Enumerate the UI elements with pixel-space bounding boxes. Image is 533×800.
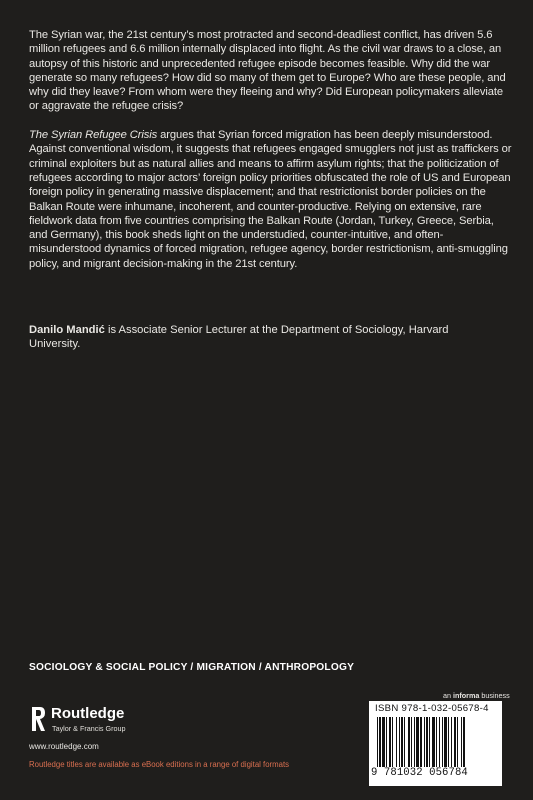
routledge-r-icon (29, 704, 47, 734)
ebook-note: Routledge titles are available as eBook editions in a range of digital formats (29, 760, 290, 769)
author-bio-text: is Associate Senior Lecturer at the Department of Sociology, Harvard University. (29, 324, 449, 351)
author-bio (29, 323, 499, 352)
barcode-bar (392, 717, 393, 767)
back-cover-blurb (29, 28, 515, 285)
barcode-bar (432, 717, 435, 767)
barcode-bar (461, 717, 462, 767)
barcode-bar (454, 717, 456, 767)
barcode-bar (389, 717, 391, 767)
barcode-bar (451, 717, 452, 767)
blurb-paragraph-1: The Syrian war, the 21st century’s most protracted and second-deadliest conflict, has driven 5.6 million refugees and 6.6 million internally displaced into flight. As the civil war draws to a close, an autopsy of this historic and unprecedented refugee episode becomes feasible. Why did the war generate so many refugees? How did so many of them get to Europe? Who are these people, and why did they leave? From whom were they fleeing and why? Did European policymakers alleviate or aggravate the refugee crisis? (29, 29, 506, 113)
isbn-barcode (369, 701, 502, 786)
barcode-bar (463, 717, 465, 767)
blurb-paragraph-2 (29, 128, 515, 271)
barcode-bar (411, 717, 412, 767)
barcode-bar (377, 717, 378, 767)
publisher-website[interactable]: www.routledge.com (29, 742, 99, 751)
publisher-subtitle: Taylor & Francis Group (52, 724, 126, 733)
barcode-bar (439, 717, 440, 767)
barcode-bar (414, 717, 415, 767)
publisher-logo (29, 704, 169, 740)
barcode-bar (382, 717, 385, 767)
barcode-bar (444, 717, 447, 767)
barcode-bar (448, 717, 449, 767)
author-name: Danilo Mandić (29, 324, 105, 336)
barcode-bar (442, 717, 443, 767)
barcode-bar (386, 717, 387, 767)
barcode-bar (420, 717, 422, 767)
barcode-bar (457, 717, 458, 767)
barcode-digits: 9 781032 056784 (371, 767, 468, 779)
barcode-bar (399, 717, 400, 767)
barcode-bar (416, 717, 419, 767)
barcode-bar (408, 717, 410, 767)
barcode-bar (404, 717, 405, 767)
blurb-paragraph-2-text: argues that Syrian forced migration has been deeply misunderstood. Against conventional wisdom, it suggests that refugees engaged smugglers not just as traffickers or criminal exploiters but as natural allies and means to affirm asylum rights; that the politicization of refugees according to major actors’ foreign policy priorities obfuscated the role of US and European foreign policy in generating massive displacement; and that restrictionist border policies on the Balkan Route were inhumane, incoherent, and counter-productive. Relying on extensive, rare fieldwork data from five countries comprising the Balkan Route (Jordan, Turkey, Greece, Serbia, and Germany), this book sheds light on the understudied, counter-intuitive, and often-misunderstood dynamics of forced migration, refugee agency, border restrictionism, anti-smuggling policy, and migrant decision-making in the 21st century. (29, 129, 512, 270)
barcode-bar (396, 717, 397, 767)
subject-categories: SOCIOLOGY & SOCIAL POLICY / MIGRATION / ANTHROPOLOGY (29, 662, 355, 673)
barcode-bar (424, 717, 425, 767)
barcode-bar (426, 717, 428, 767)
book-title-italic: The Syrian Refugee Crisis (29, 129, 158, 142)
publisher-name: Routledge (51, 705, 125, 722)
informa-tagline: an informa business (443, 691, 510, 700)
barcode-bar (436, 717, 437, 767)
barcode-icon (377, 717, 495, 767)
isbn-label: ISBN 978-1-032-05678-4 (375, 703, 489, 714)
barcode-bar (379, 717, 381, 767)
barcode-bar (429, 717, 430, 767)
barcode-bar (401, 717, 403, 767)
